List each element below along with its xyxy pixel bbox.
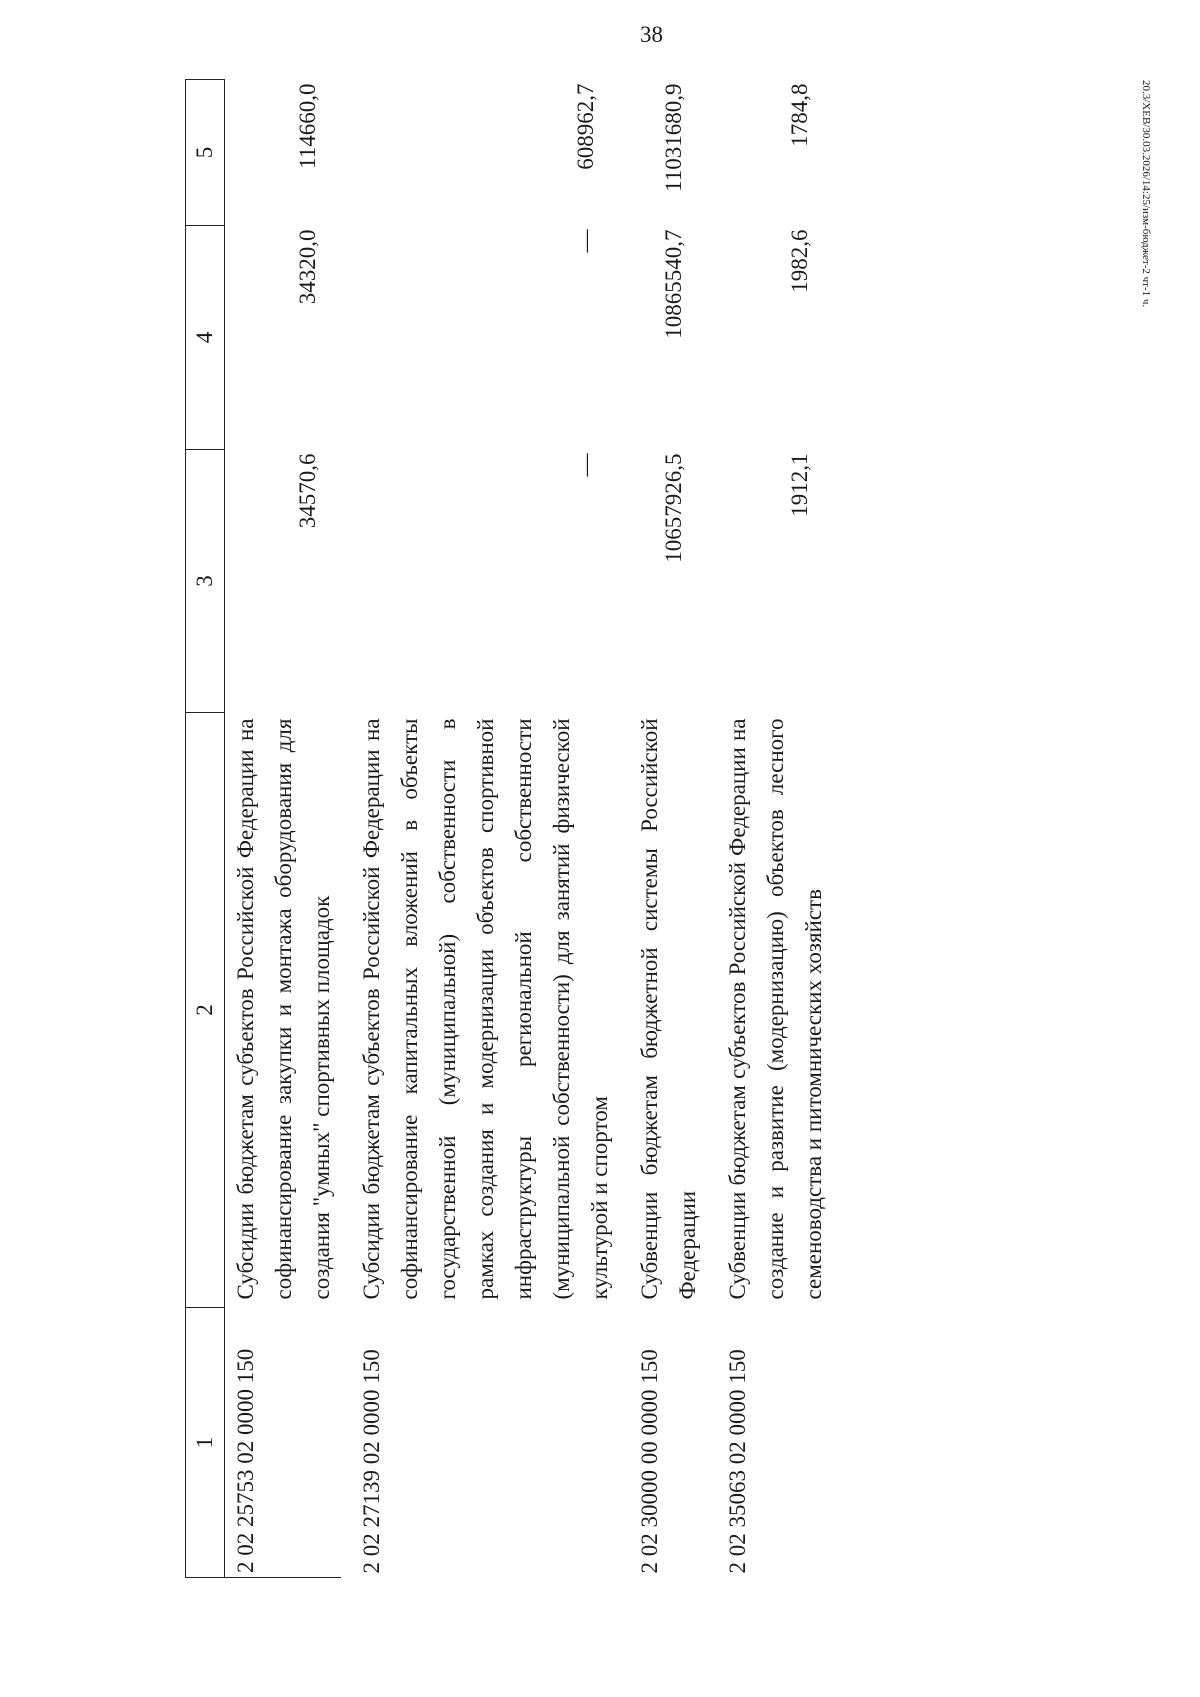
row-value-col3: 10657926,5: [661, 453, 686, 563]
row-name: Субсидии бюджетам субъектов Российской Федерации на софинансирование закупки и монтажа оборудования для создания "умных" спортивных площадок: [233, 718, 334, 1300]
row-value-col4: 10865540,7: [661, 229, 686, 339]
row-name: Субвенции бюджетам бюджетной системы Российской Федерации: [637, 718, 700, 1300]
header-col-3: 3: [186, 450, 225, 713]
row-value-col5: 11031680,9: [661, 83, 686, 192]
row-spacer: [341, 80, 351, 1578]
row-value-col4: 34320,0: [295, 229, 320, 305]
document-footer-stamp: 20.3/ХЕВ/30.03.2026/14:25/изм-бюджет-2 чт-1 ч.: [1140, 80, 1152, 308]
table-header-row: [186, 80, 225, 1578]
table-row: [351, 80, 619, 1578]
row-value-col5: 1784,8: [787, 83, 812, 147]
page-number: 38: [640, 22, 663, 47]
row-value-col3: 1912,1: [787, 453, 812, 517]
row-name: Субвенции бюджетам субъектов Российской Федерации на создание и развитие (модернизацию) объектов лесного семеноводства и питомнических хозяйств: [725, 718, 826, 1300]
budget-table-rotated: [185, 80, 995, 1578]
header-col-5: 5: [186, 80, 225, 226]
row-code: 2 02 30000 00 0000 150: [637, 1349, 662, 1574]
header-col-1: 1: [186, 1308, 225, 1578]
row-code: 2 02 25753 02 0000 150: [225, 1308, 342, 1578]
row-code: 2 02 35063 02 0000 150: [725, 1349, 750, 1574]
budget-table: [185, 79, 833, 1578]
table-row: [225, 80, 342, 1578]
header-col-4: 4: [186, 226, 225, 450]
row-name: Субсидии бюджетам субъектов Российской Федерации на софинансирование капитальных вложений в объекты государственной (муниципальной) собственности в рамках создания и модернизации объектов спортивной инфраструктуры региональной собственности (муниципальной собственности) для занятий физической культурой и спортом: [359, 718, 612, 1300]
row-value-col5: 114660,0: [295, 83, 320, 169]
row-value-col3: —: [573, 453, 598, 477]
row-value-col5: 608962,7: [573, 83, 598, 170]
row-spacer: [707, 80, 717, 1578]
row-value-col4: —: [573, 229, 598, 253]
table-row: [717, 80, 833, 1578]
row-value-col3: 34570,6: [295, 453, 320, 529]
row-spacer: [619, 80, 629, 1578]
row-value-col4: 1982,6: [787, 229, 812, 293]
table-row: [629, 80, 707, 1578]
row-code: 2 02 27139 02 0000 150: [359, 1349, 384, 1574]
header-col-2: 2: [186, 713, 225, 1308]
